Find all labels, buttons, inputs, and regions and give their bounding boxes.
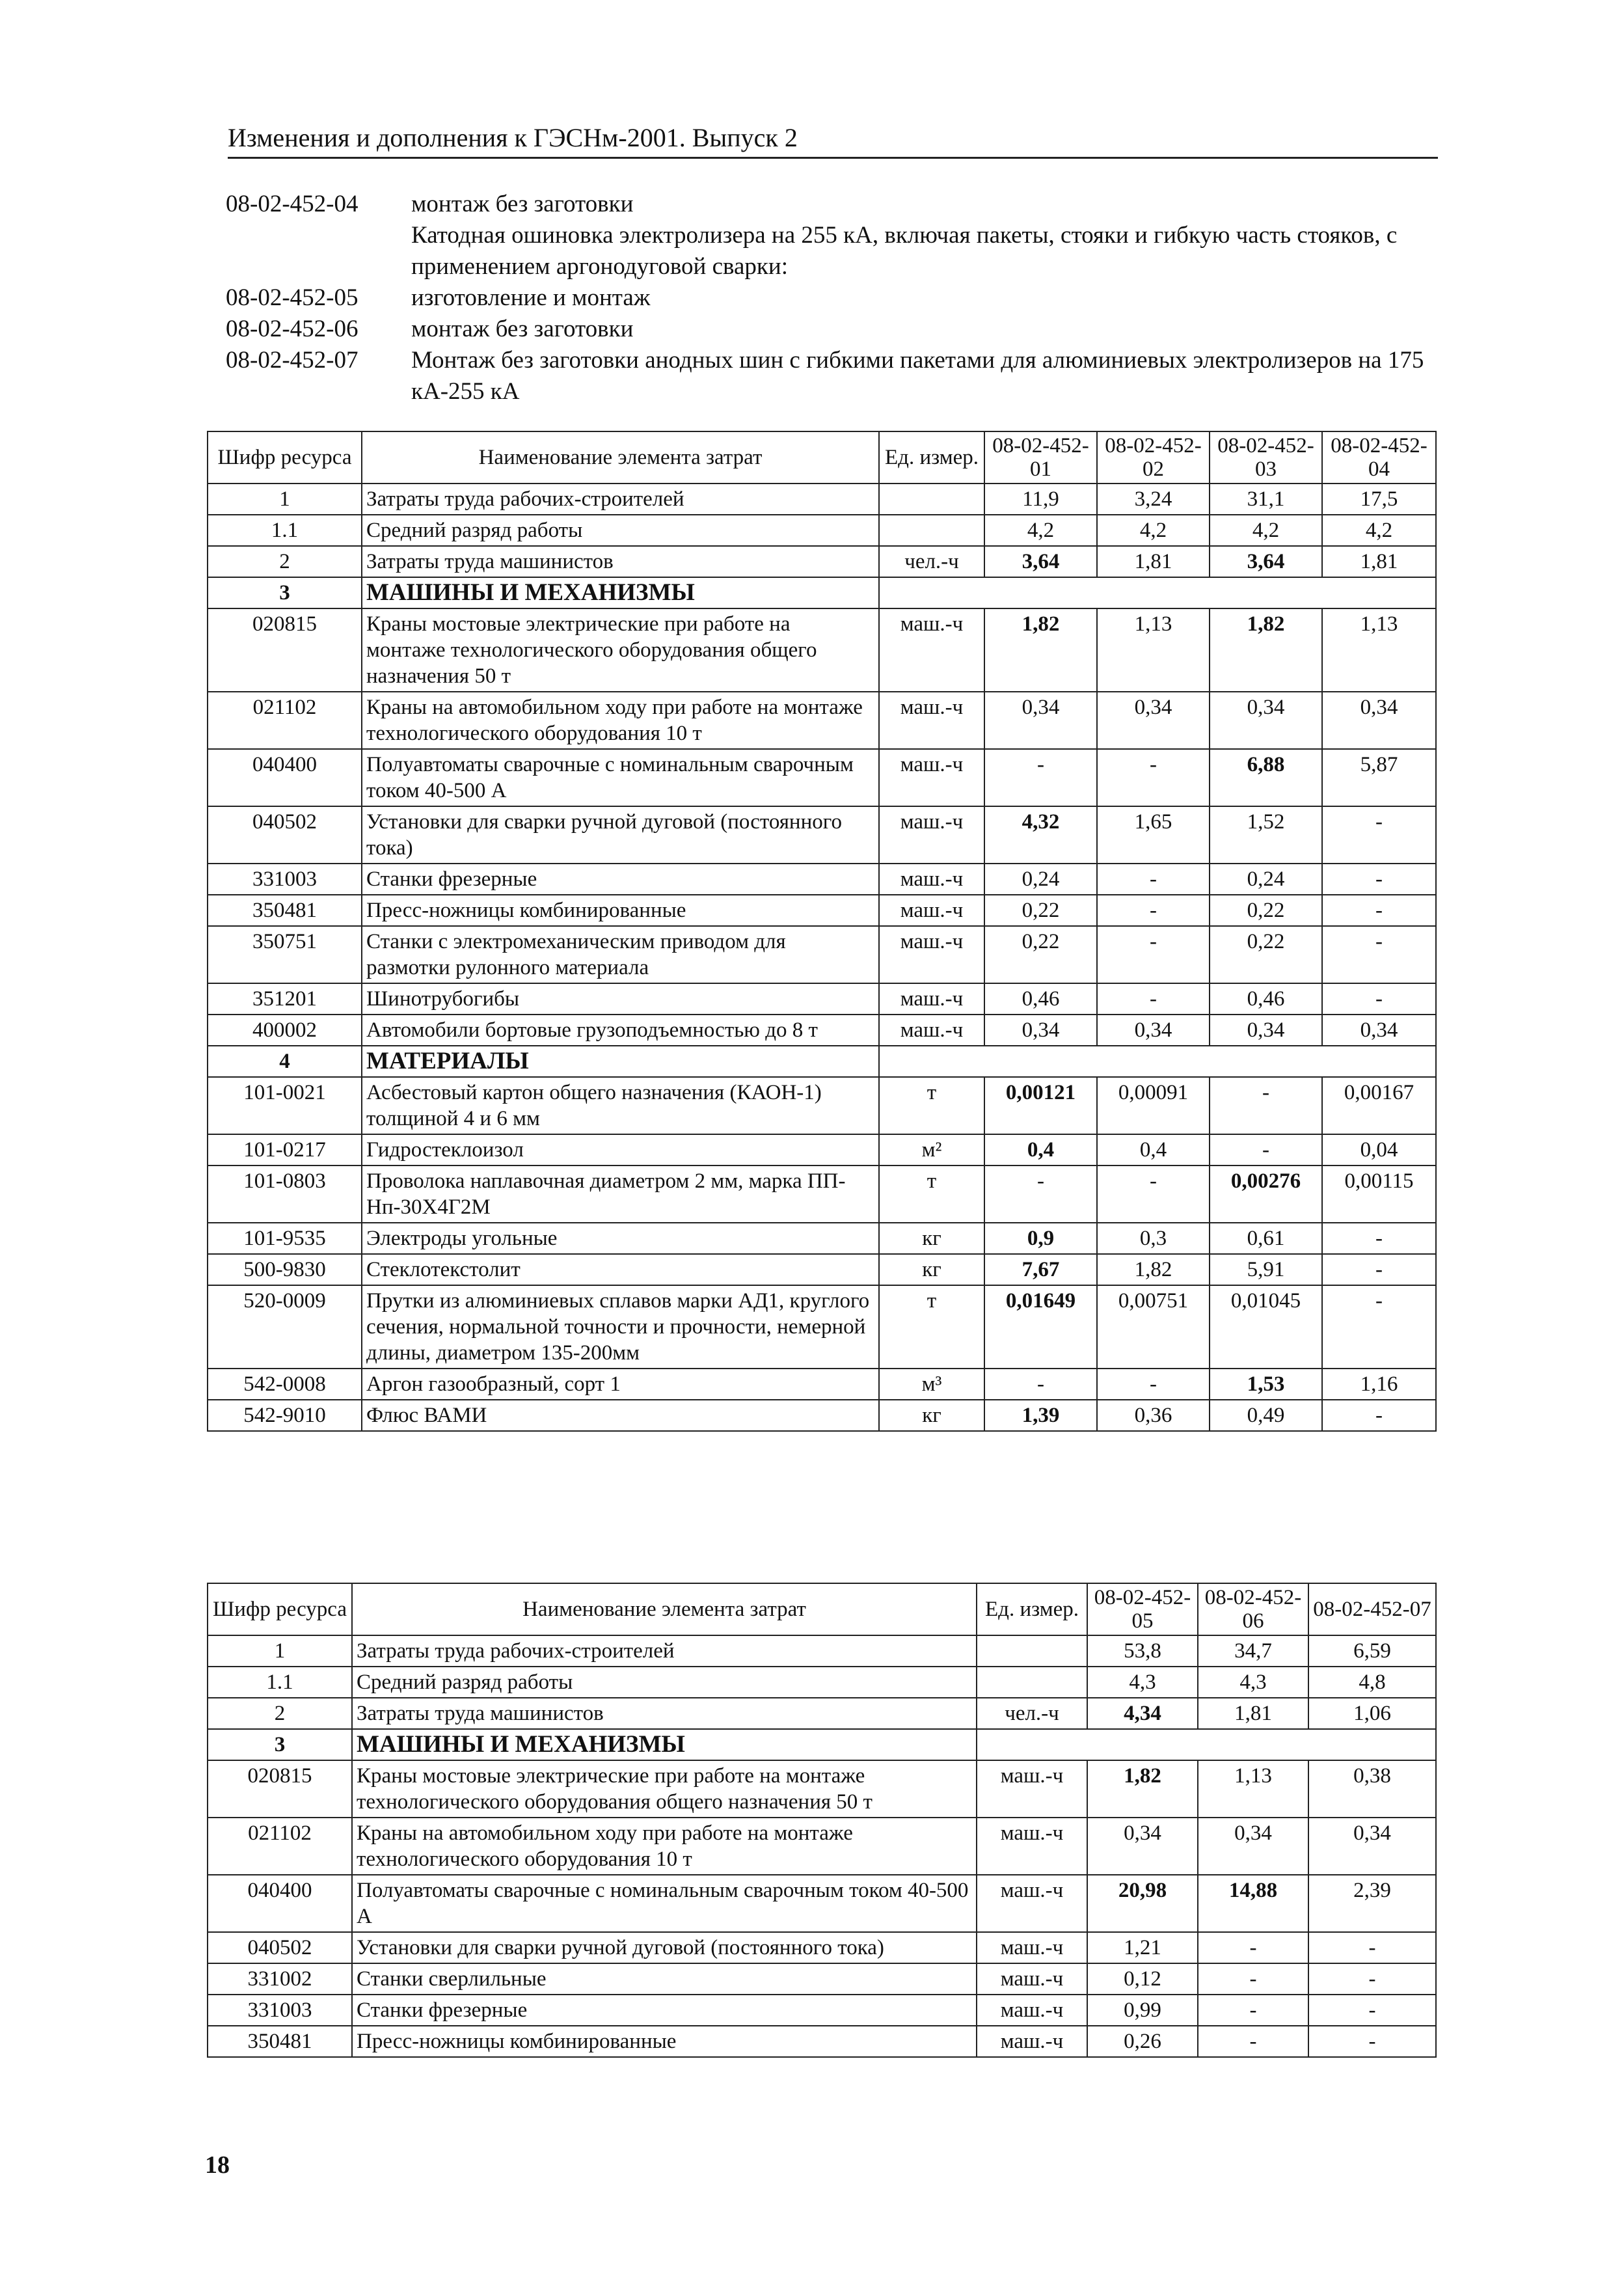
value-cell: 1,81 (1198, 1698, 1308, 1729)
value-cell: 5,87 (1322, 749, 1436, 806)
value-cell: 0,46 (1210, 983, 1322, 1015)
value-cell: - (1198, 1932, 1308, 1963)
unit: маш.-ч (977, 1995, 1087, 2026)
unit: чел.-ч (977, 1698, 1087, 1729)
header-col: 08-02-452-06 (1198, 1583, 1308, 1635)
unit (879, 484, 984, 515)
resource-name: Асбестовый картон общего назначения (КАОН-1) толщиной 4 и 6 мм (362, 1077, 879, 1134)
value-cell: 1,52 (1210, 806, 1322, 864)
value-cell: 5,91 (1210, 1254, 1322, 1285)
header-code: Шифр ресурса (208, 1583, 352, 1635)
unit: кг (879, 1223, 984, 1254)
intro-item (226, 220, 1442, 282)
resource-table-2 (207, 1583, 1437, 2058)
table-row (208, 1285, 1436, 1369)
resource-code: 040400 (208, 1875, 352, 1932)
resource-code: 020815 (208, 608, 362, 692)
unit: кг (879, 1400, 984, 1431)
value-cell: - (1322, 895, 1436, 926)
resource-code: 350751 (208, 926, 362, 983)
value-cell: - (1322, 1254, 1436, 1285)
value-cell: 0,24 (1210, 864, 1322, 895)
resource-name: Стеклотекстолит (362, 1254, 879, 1285)
value-cell: 3,64 (1210, 546, 1322, 577)
value-cell: 0,00751 (1097, 1285, 1210, 1369)
value-cell: 34,7 (1198, 1635, 1308, 1667)
unit: маш.-ч (879, 864, 984, 895)
table-row (208, 1667, 1436, 1698)
table-row (208, 895, 1436, 926)
value-cell: 0,34 (1308, 1818, 1436, 1875)
value-cell: 1,82 (1097, 1254, 1210, 1285)
resource-code: 020815 (208, 1760, 352, 1818)
resource-code: 331003 (208, 1995, 352, 2026)
value-cell: 0,46 (984, 983, 1097, 1015)
page-number: 18 (205, 2151, 230, 2179)
resource-code: 101-0803 (208, 1165, 362, 1223)
table-row (208, 692, 1436, 749)
resource-name: Полуавтоматы сварочные с номинальным сварочным током 40-500 А (362, 749, 879, 806)
value-cell: 31,1 (1210, 484, 1322, 515)
resource-name: Установки для сварки ручной дуговой (постоянного тока) (352, 1932, 977, 1963)
value-cell: 0,34 (1322, 1015, 1436, 1046)
value-cell: 0,99 (1087, 1995, 1198, 2026)
value-cell: 4,2 (1210, 515, 1322, 546)
table-row (208, 1223, 1436, 1254)
value-cell: 0,26 (1087, 2026, 1198, 2057)
intro-text: монтаж без заготовки (411, 316, 634, 342)
value-cell: 0,34 (984, 1015, 1097, 1046)
intro-item (226, 314, 1442, 345)
value-cell: - (1210, 1077, 1322, 1134)
value-cell: 0,34 (1210, 692, 1322, 749)
value-cell: 4,2 (1097, 515, 1210, 546)
resource-name: Электроды угольные (362, 1223, 879, 1254)
header-unit: Ед. измер. (977, 1583, 1087, 1635)
value-cell: - (1322, 926, 1436, 983)
value-cell: - (1198, 1995, 1308, 2026)
resource-name: Проволока наплавочная диаметром 2 мм, марка ПП-Нп-30Х4Г2М (362, 1165, 879, 1223)
resource-name: Установки для сварки ручной дуговой (постоянного тока) (362, 806, 879, 864)
table-row (208, 546, 1436, 577)
unit (977, 1667, 1087, 1698)
resource-name: Краны на автомобильном ходу при работе на монтаже технологического оборудования 10 т (352, 1818, 977, 1875)
resource-code: 542-9010 (208, 1400, 362, 1431)
intro-item (226, 345, 1442, 407)
table-row (208, 1698, 1436, 1729)
value-cell: 0,3 (1097, 1223, 1210, 1254)
value-cell: 14,88 (1198, 1875, 1308, 1932)
resource-name: Затраты труда рабочих-строителей (362, 484, 879, 515)
table-row (208, 926, 1436, 983)
section-row (208, 1729, 1436, 1760)
table-row (208, 1963, 1436, 1995)
resource-name: Станки фрезерные (362, 864, 879, 895)
unit: маш.-ч (977, 1875, 1087, 1932)
resource-name: Станки с электромеханическим приводом для размотки рулонного материала (362, 926, 879, 983)
value-cell: 1,06 (1308, 1698, 1436, 1729)
value-cell: 1,39 (984, 1400, 1097, 1431)
resource-name: Затраты труда рабочих-строителей (352, 1635, 977, 1667)
value-cell: 1,82 (984, 608, 1097, 692)
header-col: 08-02-452-01 (984, 431, 1097, 484)
resource-name: Флюс ВАМИ (362, 1400, 879, 1431)
resource-code: 2 (208, 1698, 352, 1729)
value-cell: 1,13 (1198, 1760, 1308, 1818)
table-row (208, 983, 1436, 1015)
unit: т (879, 1077, 984, 1134)
resource-code: 331002 (208, 1963, 352, 1995)
value-cell: - (1097, 1165, 1210, 1223)
section-row (208, 577, 1436, 608)
value-cell: 0,22 (984, 926, 1097, 983)
value-cell: 0,00167 (1322, 1077, 1436, 1134)
resource-name: Средний разряд работы (352, 1667, 977, 1698)
resource-code: 021102 (208, 692, 362, 749)
value-cell: 0,9 (984, 1223, 1097, 1254)
value-cell: - (1308, 1995, 1436, 2026)
value-cell: 0,24 (984, 864, 1097, 895)
value-cell: 0,34 (1322, 692, 1436, 749)
header-name: Наименование элемента затрат (352, 1583, 977, 1635)
resource-name: Станки фрезерные (352, 1995, 977, 2026)
unit: маш.-ч (977, 1932, 1087, 1963)
resource-name: Краны на автомобильном ходу при работе на монтаже технологического оборудования 10 т (362, 692, 879, 749)
resource-code: 1.1 (208, 1667, 352, 1698)
unit: маш.-ч (879, 895, 984, 926)
value-cell: 1,82 (1210, 608, 1322, 692)
value-cell: - (1308, 2026, 1436, 2057)
value-cell: 3,24 (1097, 484, 1210, 515)
resource-code: 040400 (208, 749, 362, 806)
resource-name: Прутки из алюминиевых сплавов марки АД1, круглого сечения, нормальной точности и прочности, немерной длины, диаметром 135-200мм (362, 1285, 879, 1369)
resource-name: МАШИНЫ И МЕХАНИЗМЫ (362, 577, 879, 608)
value-cell: - (1308, 1932, 1436, 1963)
table-row (208, 1254, 1436, 1285)
value-cell: 0,22 (984, 895, 1097, 926)
value-cell: 0,34 (984, 692, 1097, 749)
value-cell: 0,00276 (1210, 1165, 1322, 1223)
table-body (208, 1635, 1436, 2057)
table-row (208, 1932, 1436, 1963)
unit: кг (879, 1254, 984, 1285)
value-cell: 3,64 (984, 546, 1097, 577)
resource-code: 101-0021 (208, 1077, 362, 1134)
resource-code: 2 (208, 546, 362, 577)
resource-code: 350481 (208, 895, 362, 926)
table-row (208, 864, 1436, 895)
unit: маш.-ч (977, 1963, 1087, 1995)
resource-code: 101-0217 (208, 1134, 362, 1165)
resource-code: 331003 (208, 864, 362, 895)
resource-name: Затраты труда машинистов (352, 1698, 977, 1729)
table-row (208, 1369, 1436, 1400)
value-cell: 1,82 (1087, 1760, 1198, 1818)
unit: маш.-ч (879, 608, 984, 692)
resource-code: 101-9535 (208, 1223, 362, 1254)
resource-name: МАШИНЫ И МЕХАНИЗМЫ (352, 1729, 977, 1760)
value-cell: 1,16 (1322, 1369, 1436, 1400)
resource-code: 040502 (208, 1932, 352, 1963)
intro-item (226, 189, 1442, 220)
resource-code: 021102 (208, 1818, 352, 1875)
unit: маш.-ч (879, 1015, 984, 1046)
value-cell: - (984, 749, 1097, 806)
resource-name: Станки сверлильные (352, 1963, 977, 1995)
value-cell: 4,2 (1322, 515, 1436, 546)
header-col: 08-02-452-03 (1210, 431, 1322, 484)
table-row (208, 1077, 1436, 1134)
value-cell: 1,13 (1322, 608, 1436, 692)
resource-name: Гидростеклоизол (362, 1134, 879, 1165)
header-name: Наименование элемента затрат (362, 431, 879, 484)
resource-name: Аргон газообразный, сорт 1 (362, 1369, 879, 1400)
unit: маш.-ч (879, 806, 984, 864)
value-cell: 0,01649 (984, 1285, 1097, 1369)
resource-code: 1.1 (208, 515, 362, 546)
section-filler (977, 1729, 1436, 1760)
resource-name: Средний разряд работы (362, 515, 879, 546)
table-row (208, 2026, 1436, 2057)
resource-name: Автомобили бортовые грузоподъемностью до 8 т (362, 1015, 879, 1046)
value-cell: - (1097, 983, 1210, 1015)
resource-name: Краны мостовые электрические при работе на монтаже технологического оборудования общего назначения 50 т (352, 1760, 977, 1818)
resource-code: 040502 (208, 806, 362, 864)
value-cell: 11,9 (984, 484, 1097, 515)
unit: м² (879, 1134, 984, 1165)
value-cell: - (1322, 1285, 1436, 1369)
unit: м³ (879, 1369, 984, 1400)
resource-code: 400002 (208, 1015, 362, 1046)
table-row (208, 806, 1436, 864)
header-code: Шифр ресурса (208, 431, 362, 484)
unit: т (879, 1165, 984, 1223)
value-cell: - (1210, 1134, 1322, 1165)
value-cell: - (1322, 1223, 1436, 1254)
unit: маш.-ч (879, 983, 984, 1015)
value-cell: - (1308, 1963, 1436, 1995)
table-row (208, 1134, 1436, 1165)
resource-code: 542-0008 (208, 1369, 362, 1400)
value-cell: 1,65 (1097, 806, 1210, 864)
value-cell: 4,32 (984, 806, 1097, 864)
header-col: 08-02-452-07 (1308, 1583, 1436, 1635)
value-cell: 4,3 (1198, 1667, 1308, 1698)
intro-code: 08-02-452-06 (226, 316, 359, 342)
value-cell: - (1097, 864, 1210, 895)
intro-text: Монтаж без заготовки анодных шин с гибкими пакетами для алюминиевых электролизеров на 175 кА-255 кА (411, 347, 1424, 405)
value-cell: 1,81 (1322, 546, 1436, 577)
value-cell: 20,98 (1087, 1875, 1198, 1932)
table-row (208, 1818, 1436, 1875)
value-cell: 1,21 (1087, 1932, 1198, 1963)
value-cell: - (1322, 864, 1436, 895)
resource-code: 3 (208, 577, 362, 608)
value-cell: 1,13 (1097, 608, 1210, 692)
value-cell: - (1198, 2026, 1308, 2057)
resource-code: 351201 (208, 983, 362, 1015)
unit (977, 1635, 1087, 1667)
header-col: 08-02-452-04 (1322, 431, 1436, 484)
table-row (208, 484, 1436, 515)
table-row (208, 1400, 1436, 1431)
resource-code: 520-0009 (208, 1285, 362, 1369)
value-cell: 0,38 (1308, 1760, 1436, 1818)
resource-name: Краны мостовые электрические при работе на монтаже технологического оборудования общего назначения 50 т (362, 608, 879, 692)
resource-code: 1 (208, 1635, 352, 1667)
page-header (228, 122, 1438, 159)
intro-text: изготовление и монтаж (411, 284, 651, 311)
unit: маш.-ч (879, 926, 984, 983)
value-cell: 2,39 (1308, 1875, 1436, 1932)
value-cell: - (1322, 983, 1436, 1015)
value-cell: 0,4 (1097, 1134, 1210, 1165)
intro-code: 08-02-452-05 (226, 284, 359, 311)
header-unit: Ед. измер. (879, 431, 984, 484)
value-cell: 17,5 (1322, 484, 1436, 515)
section-filler (879, 577, 1436, 608)
table-row (208, 1875, 1436, 1932)
intro-list (226, 189, 1442, 407)
value-cell: 1,53 (1210, 1369, 1322, 1400)
resource-name: Полуавтоматы сварочные с номинальным сварочным током 40-500 А (352, 1875, 977, 1932)
intro-code: 08-02-452-07 (226, 347, 359, 374)
value-cell: 7,67 (984, 1254, 1097, 1285)
value-cell: 0,34 (1210, 1015, 1322, 1046)
resource-name: Пресс-ножницы комбинированные (362, 895, 879, 926)
unit: маш.-ч (879, 749, 984, 806)
resource-code: 4 (208, 1046, 362, 1077)
value-cell: 0,01045 (1210, 1285, 1322, 1369)
value-cell: - (1097, 749, 1210, 806)
value-cell: 0,22 (1210, 895, 1322, 926)
value-cell: 6,88 (1210, 749, 1322, 806)
value-cell: 0,00091 (1097, 1077, 1210, 1134)
page-header-title: Изменения и дополнения к ГЭСНм-2001. Выпуск 2 (228, 123, 798, 152)
resource-code: 3 (208, 1729, 352, 1760)
value-cell: 0,34 (1097, 692, 1210, 749)
table-header-row (208, 1583, 1436, 1635)
intro-text: Катодная ошиновка электролизера на 255 кА, включая пакеты, стояки и гибкую часть стояков, с применением аргонодуговой сварки: (411, 222, 1398, 280)
resource-name: Шинотрубогибы (362, 983, 879, 1015)
value-cell: 0,36 (1097, 1400, 1210, 1431)
unit: маш.-ч (977, 2026, 1087, 2057)
value-cell: 6,59 (1308, 1635, 1436, 1667)
value-cell: 0,22 (1210, 926, 1322, 983)
section-row (208, 1046, 1436, 1077)
unit (879, 515, 984, 546)
table-row (208, 749, 1436, 806)
table-header-row (208, 431, 1436, 484)
resource-name: МАТЕРИАЛЫ (362, 1046, 879, 1077)
resource-table-1 (207, 431, 1437, 1432)
header-col: 08-02-452-05 (1087, 1583, 1198, 1635)
value-cell: - (1097, 1369, 1210, 1400)
value-cell: 0,61 (1210, 1223, 1322, 1254)
value-cell: 53,8 (1087, 1635, 1198, 1667)
resource-code: 500-9830 (208, 1254, 362, 1285)
value-cell: 0,4 (984, 1134, 1097, 1165)
resource-code: 1 (208, 484, 362, 515)
table-row (208, 1760, 1436, 1818)
section-filler (879, 1046, 1436, 1077)
unit: чел.-ч (879, 546, 984, 577)
value-cell: - (1198, 1963, 1308, 1995)
intro-code: 08-02-452-04 (226, 191, 359, 217)
unit: маш.-ч (977, 1818, 1087, 1875)
value-cell: - (1097, 926, 1210, 983)
table-row (208, 1635, 1436, 1667)
value-cell: 0,12 (1087, 1963, 1198, 1995)
value-cell: 1,81 (1097, 546, 1210, 577)
value-cell: 0,00115 (1322, 1165, 1436, 1223)
value-cell: - (1097, 895, 1210, 926)
table-row (208, 608, 1436, 692)
table-row (208, 1165, 1436, 1223)
unit: маш.-ч (879, 692, 984, 749)
resource-name: Пресс-ножницы комбинированные (352, 2026, 977, 2057)
intro-text: монтаж без заготовки (411, 191, 634, 217)
value-cell: - (984, 1369, 1097, 1400)
intro-item (226, 282, 1442, 314)
value-cell: 0,00121 (984, 1077, 1097, 1134)
value-cell: 4,2 (984, 515, 1097, 546)
table-row (208, 515, 1436, 546)
value-cell: - (1322, 1400, 1436, 1431)
value-cell: 4,8 (1308, 1667, 1436, 1698)
value-cell: 0,34 (1097, 1015, 1210, 1046)
value-cell: 0,34 (1198, 1818, 1308, 1875)
resource-name: Затраты труда машинистов (362, 546, 879, 577)
value-cell: 4,34 (1087, 1698, 1198, 1729)
value-cell: - (984, 1165, 1097, 1223)
header-col: 08-02-452-02 (1097, 431, 1210, 484)
table-row (208, 1015, 1436, 1046)
value-cell: 0,04 (1322, 1134, 1436, 1165)
table-row (208, 1995, 1436, 2026)
intro-code (226, 220, 411, 282)
value-cell: 0,34 (1087, 1818, 1198, 1875)
value-cell: 0,49 (1210, 1400, 1322, 1431)
unit: т (879, 1285, 984, 1369)
unit: маш.-ч (977, 1760, 1087, 1818)
table-body (208, 484, 1436, 1431)
resource-code: 350481 (208, 2026, 352, 2057)
value-cell: - (1322, 806, 1436, 864)
value-cell: 4,3 (1087, 1667, 1198, 1698)
